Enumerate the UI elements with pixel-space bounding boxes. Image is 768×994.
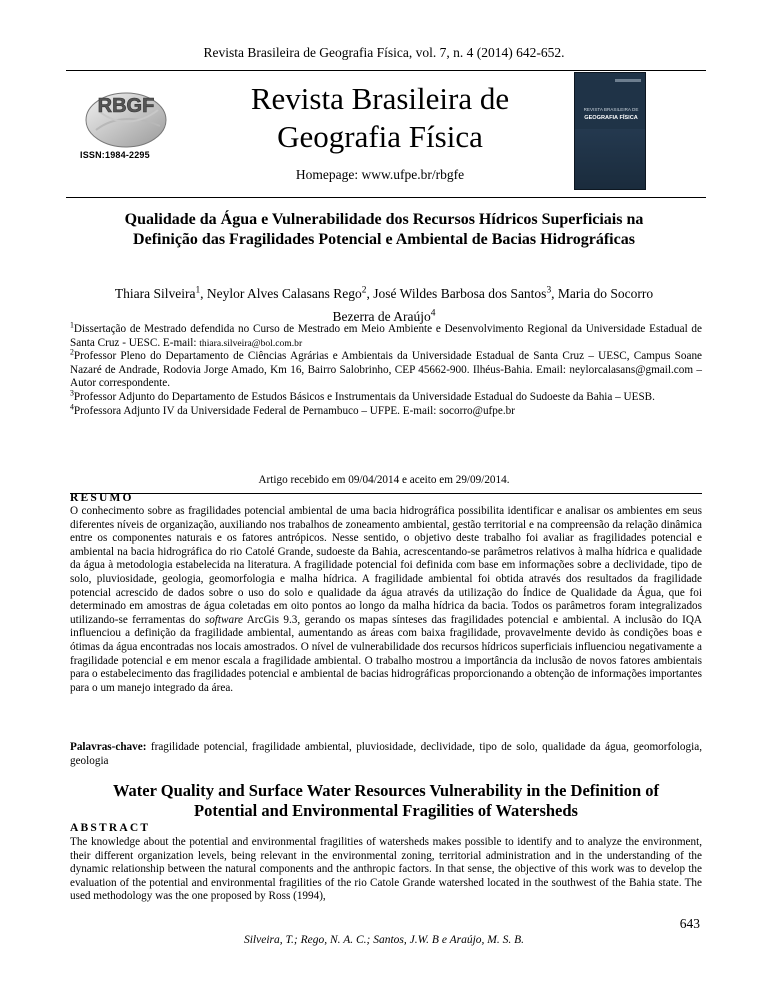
affiliation-4 (70, 401, 702, 419)
article-title-line2: Definição das Fragilidades Potencial e Ambiental de Bacias Hidrográficas (133, 231, 635, 248)
author-4: , Maria do Socorro (551, 286, 654, 301)
journal-title (190, 80, 570, 156)
cover-line2: GEOGRAFIA FÍSICA (584, 115, 638, 121)
keywords-list: fragilidade potencial, fragilidade ambiental, pluviosidade, declividade, tipo de solo, qualidade da água, geomorfologia, geologia (70, 741, 702, 767)
svg-text:RBGF: RBGF (97, 95, 155, 117)
affiliation-2-text: Professor Pleno do Departamento de Ciências Agrárias e Ambientais da Universidade Estadual de Santa Cruz – UESC, Campus Soane Nazaré de Andrade, Rodovia Jorge Amado, Km 16, Bairro Salobrinho, CEP 45662-900. Ilhéus-Bahia. Email: neylorcalasans@gmail.com – Autor correspondente. (70, 350, 702, 390)
rbgf-logo (74, 86, 174, 150)
author-list (60, 282, 708, 328)
author-2: , Neylor Alves Calasans Rego (200, 286, 362, 301)
resumo-part2: ArcGis 9.3, gerando os mapas sínteses das fragilidades potencial e ambiental. A inclusão do IQA influenciou a definição da fragilidade ambiental, aumentando as áreas com baixa fragilidade, provavelmente devido às condições boas e ótimas da água encontradas nos locais amostrados. O nível de vulnerabilidade dos recursos hídricos superficiais influenciou negativamente a fragilidade potencial e em menor escala a fragilidade ambiental. O trabalho mostrou a importância da inclusão de novos fatores ambientais para o estabelecimento das fragilidades potencial e ambiental de bacias hidrográficas proporcionando a obtenção de informações importantes para o um manejo integrado da área. (70, 613, 702, 694)
footer-authors: Silveira, T.; Rego, N. A. C.; Santos, J.W. B e Araújo, M. S. B. (243, 934, 525, 946)
cover-line1: REVISTA BRASILEIRA DE (583, 107, 639, 112)
resumo-rule (70, 493, 702, 494)
author-1: Thiara Silveira (114, 286, 196, 301)
journal-title-line2: Geografia Física (277, 119, 483, 154)
keywords-label: Palavras-chave: (70, 741, 147, 753)
keywords (70, 741, 702, 768)
author-4-cont: Bezerra de Araújo (332, 309, 431, 324)
article-title (80, 210, 688, 250)
resumo-heading: RESUMO (70, 492, 134, 504)
affiliation-4-mark: 4 (70, 401, 74, 411)
resumo-software: software (204, 613, 243, 626)
affiliation-2-mark: 2 (70, 347, 74, 357)
resumo-text (70, 505, 702, 695)
journal-homepage: Homepage: www.ufpe.br/rbgfe (295, 167, 465, 182)
english-title-line1: Water Quality and Surface Water Resources Vulnerability in the Definition of (112, 781, 660, 800)
header-rule (66, 70, 706, 71)
affiliations (70, 320, 702, 418)
author-1-mark: 1 (195, 285, 201, 296)
cover-lower-panel (575, 129, 646, 190)
affiliation-3 (70, 388, 702, 405)
affiliation-3-text: Professor Adjunto do Departamento de Estudos Básicos e Instrumentais da Universidade Estadual do Sudoeste da Bahia – UESB. (73, 390, 655, 403)
affiliation-1-text: Dissertação de Mestrado defendida no Curso de Mestrado em Meio Ambiente e Desenvolvimento Regional da Universidade Estadual de Santa Cruz - UESC. E-mail: (70, 323, 702, 349)
english-title-line2: Potential and Environmental Fragilities of Watersheds (194, 801, 578, 820)
author-4-mark: 4 (430, 308, 436, 319)
english-title (70, 781, 702, 821)
abstract-heading: ABSTRACT (70, 822, 151, 834)
affiliation-3-mark: 3 (70, 388, 74, 398)
author-2-mark: 2 (361, 285, 367, 296)
article-title-line1: Qualidade da Água e Vulnerabilidade dos Recursos Hídricos Superficiais na (124, 211, 644, 228)
affiliation-4-text: Professora Adjunto IV da Universidade Federal de Pernambuco – UFPE. E-mail: socorro@ufpe.br (73, 404, 515, 417)
cover-bar (615, 79, 641, 82)
affiliation-1-mark: 1 (70, 320, 74, 330)
affiliation-1-email: thiara.silveira@bol.com.br (199, 337, 303, 349)
issn-label: ISSN:1984-2295 (80, 150, 150, 160)
author-3-mark: 3 (546, 285, 552, 296)
page-number: 643 (679, 916, 700, 931)
header-bottom-rule (66, 197, 706, 198)
affiliation-1 (70, 320, 702, 350)
journal-citation: Revista Brasileira de Geografia Física, vol. 7, n. 4 (2014) 642-652. (203, 45, 565, 60)
abstract-text: The knowledge about the potential and environmental fragilities of watersheds makes possible to identify and to analyze the environment, their different organization levels, being relevant in the environmental zoning, territorial administration and in the understanding of the dynamic relationship between the natural components and the anthropic factors. In that sense, the objective of this work was to develop the evaluation of the potential and environmental fragilities of the rio Catole Grande watershed located in the southwest of the Bahia state. The used methodology was the one proposed by Ross (1994), (70, 836, 702, 903)
author-3: , José Wildes Barbosa dos Santos (366, 286, 547, 301)
affiliation-2 (70, 347, 702, 391)
journal-cover-image (574, 72, 646, 190)
received-date: Artigo recebido em 09/04/2014 e aceito em 29/09/2014. (258, 474, 510, 486)
resumo-part1: O conhecimento sobre as fragilidades potencial ambiental de uma bacia hidrográfica possibilita identificar e analisar os ambientes em seus diferentes níveis de organização, auxiliando nos trabalhos de zoneamento ambiental, gestão territorial e na compreensão da relação dinâmica entre os componentes naturais e os fatores antrópicos. Nesse sentido, o objetivo deste trabalho foi avaliar as fragilidades potencial e ambiental na bacia hidrográfica do rio Catolé Grande, sudoeste da Bahia, acrescentando-se parâmetros relativos à malha hídrica e qualidade da água à metodologia estabelecida na literatura. A fragilidade potencial foi definida com base em informações sobre a declividade, tipo de solo, pluviosidade, geologia, geomorfologia e malha hídrica. A fragilidade ambiental foi obtida através dos resultados da fragilidade potencial acrescido de dados sobre o uso do solo e qualidade da água através da utilização do Índice de Qualidade da Água, que foi determinado em amostras de água coletadas em oito pontos ao longo da malha hídrica da bacia. Todos os parâmetros foram integralizados utilizando-se ferramentas do (70, 505, 702, 626)
journal-title-line1: Revista Brasileira de (250, 81, 510, 116)
